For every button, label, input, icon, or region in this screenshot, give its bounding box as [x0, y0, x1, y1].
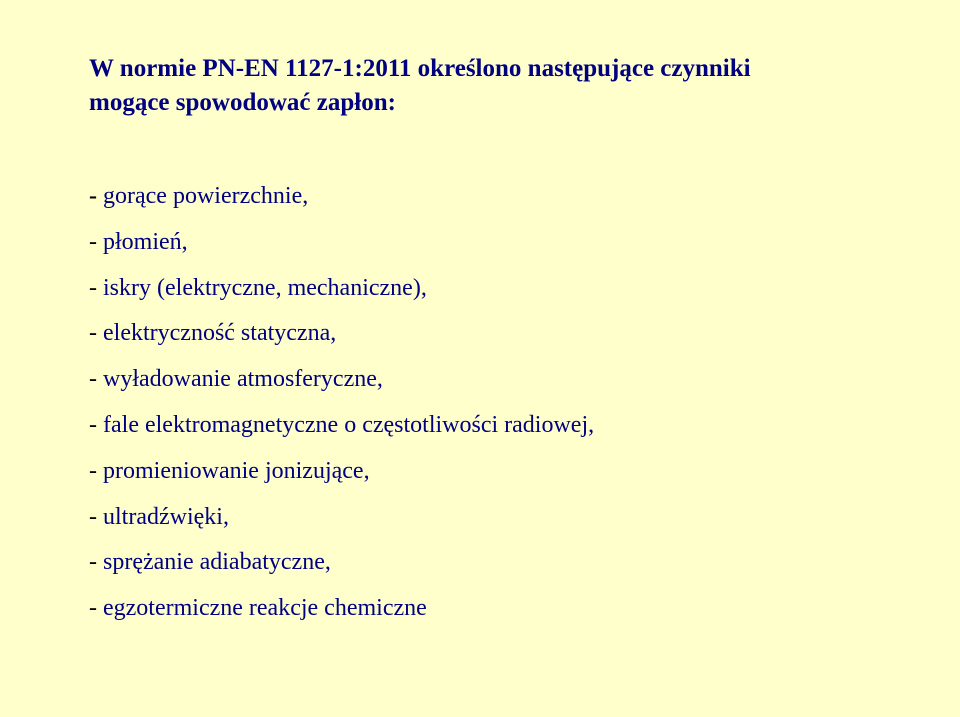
slide-title-line-1: W normie PN-EN 1127-1:2011 określono następujące czynniki [89, 55, 751, 82]
list-item-text: promieniowanie jonizujące, [103, 457, 370, 484]
bullet-dash: - [89, 549, 97, 576]
list-item [89, 452, 594, 498]
list-item [89, 360, 594, 406]
list-item [89, 314, 594, 360]
list-item [89, 223, 594, 269]
bullet-dash: - [89, 595, 97, 622]
list-item-text: fale elektromagnetyczne o częstotliwości radiowej, [103, 411, 595, 438]
list-item [89, 177, 594, 223]
slide-title-line-2: mogące spowodować zapłon: [89, 89, 396, 116]
list-item-text: elektryczność statyczna, [103, 320, 337, 347]
slide-title [89, 52, 939, 120]
list-item-text: iskry (elektryczne, mechaniczne), [103, 274, 427, 301]
bullet-dash: - [89, 457, 97, 484]
list-item [89, 498, 594, 544]
ignition-factors-list [89, 177, 594, 635]
list-item-text: ultradźwięki, [103, 503, 229, 530]
list-item [89, 543, 594, 589]
list-item [89, 406, 594, 452]
bullet-dash: - [89, 366, 97, 393]
list-item-text: egzotermiczne reakcje chemiczne [103, 595, 427, 622]
bullet-dash: - [89, 274, 97, 301]
bullet-dash: - [89, 228, 97, 255]
list-item-text: wyładowanie atmosferyczne, [103, 366, 383, 393]
bullet-dash: - [89, 320, 97, 347]
bullet-dash: - [89, 411, 97, 438]
list-item-text: płomień, [103, 228, 188, 255]
bullet-dash: - [89, 503, 97, 530]
bullet-dash: - [89, 183, 97, 209]
list-item [89, 589, 594, 635]
list-item [89, 269, 594, 315]
list-item-text: gorące powierzchnie, [103, 183, 309, 209]
list-item-text: sprężanie adiabatyczne, [103, 549, 331, 576]
